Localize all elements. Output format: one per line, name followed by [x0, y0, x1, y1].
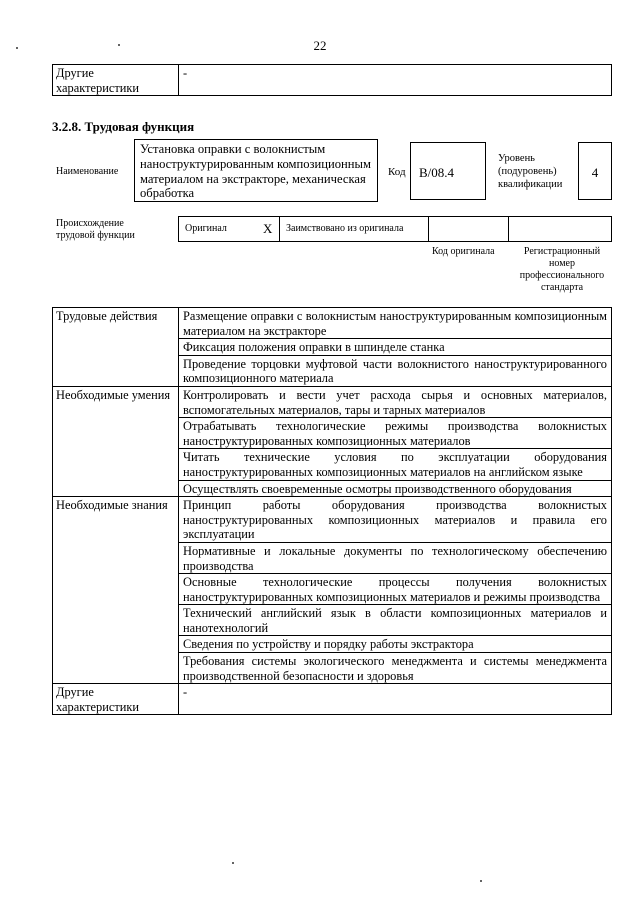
- registration-number-caption: Регистрационный номер профессионального стандарта: [519, 246, 605, 293]
- borrowed-cell: [279, 216, 429, 242]
- function-code-box: B/08.4: [410, 142, 486, 200]
- skill-item: Читать технические условия по эксплуатации оборудования наноструктурированных композиционных материалов на английском языке: [179, 449, 612, 480]
- row-value: -: [179, 65, 612, 96]
- table-row: [53, 684, 612, 715]
- action-item: Фиксация положения оправки в шпинделе станка: [179, 339, 612, 356]
- row-label: Другие характеристики: [53, 65, 179, 96]
- page-number: 22: [313, 38, 327, 53]
- code-original-caption: Код оригинала: [432, 246, 495, 257]
- name-label: Наименование: [56, 166, 119, 177]
- skill-item: Осуществлять своевременные осмотры производственного оборудования: [179, 480, 612, 497]
- table-row: [53, 386, 612, 417]
- knowledge-item: Требования системы экологического менеджмента и системы менеджмента производственной безопасности и здоровья: [179, 653, 612, 684]
- origin-row: [178, 216, 612, 242]
- knowledge-item: Принцип работы оборудования производства волокнистых наноструктурированных композиционных материалов и правила его эксплуатации: [179, 497, 612, 543]
- skill-item: Отрабатывать технологические режимы производства волокнистых наноструктурированных композиционных материалов: [179, 418, 612, 449]
- other-value: -: [179, 684, 612, 715]
- other-characteristics-table-top: [52, 64, 612, 96]
- knowledge-item: Технический английский язык в области композиционных материалов и нанотехнологий: [179, 605, 612, 636]
- knowledge-item: Основные технологические процессы получения волокнистых наноструктурированных композиционных материалов и режимы производства: [179, 574, 612, 605]
- table-row: [53, 497, 612, 543]
- scan-speck: [480, 880, 482, 882]
- level-label: Уровень (подуровень) квалификации: [498, 153, 563, 190]
- function-name-box: Установка оправки с волокнистым наноструктурированным композиционным материалом на экстракторе, механическая обработка: [134, 139, 378, 202]
- section-heading: 3.2.8. Трудовая функция: [52, 119, 195, 134]
- table-row: [53, 65, 612, 96]
- origin-label: Происхождение трудовой функции: [56, 218, 135, 241]
- skills-label: Необходимые умения: [53, 386, 179, 496]
- original-label: Оригинал: [185, 223, 227, 234]
- action-item: Проведение торцовки муфтовой части волокнистого наноструктурированного композиционного материала: [179, 355, 612, 386]
- original-code-cell: [428, 216, 509, 242]
- code-label: Код: [388, 166, 406, 178]
- knowledge-item: Сведения по устройству и порядку работы экстрактора: [179, 636, 612, 653]
- labor-function-table: [52, 307, 612, 715]
- actions-label: Трудовые действия: [53, 308, 179, 387]
- other-label: Другие характеристики: [53, 684, 179, 715]
- original-cell: [178, 216, 280, 242]
- table-row: [53, 308, 612, 339]
- registration-number-cell: [508, 216, 612, 242]
- knowledge-item: Нормативные и локальные документы по технологическому обеспечению производства: [179, 542, 612, 573]
- skill-item: Контролировать и вести учет расхода сырья и основных материалов, вспомогательных материалов, тары и тарных материалов: [179, 386, 612, 417]
- borrowed-label: Заимствовано из оригинала: [286, 223, 404, 234]
- scan-speck: [232, 862, 234, 864]
- original-mark: X: [263, 221, 273, 236]
- level-value-box: 4: [578, 142, 612, 200]
- action-item: Размещение оправки с волокнистым наноструктурированным композиционным материалом на экстракторе: [179, 308, 612, 339]
- knowledge-label: Необходимые знания: [53, 497, 179, 684]
